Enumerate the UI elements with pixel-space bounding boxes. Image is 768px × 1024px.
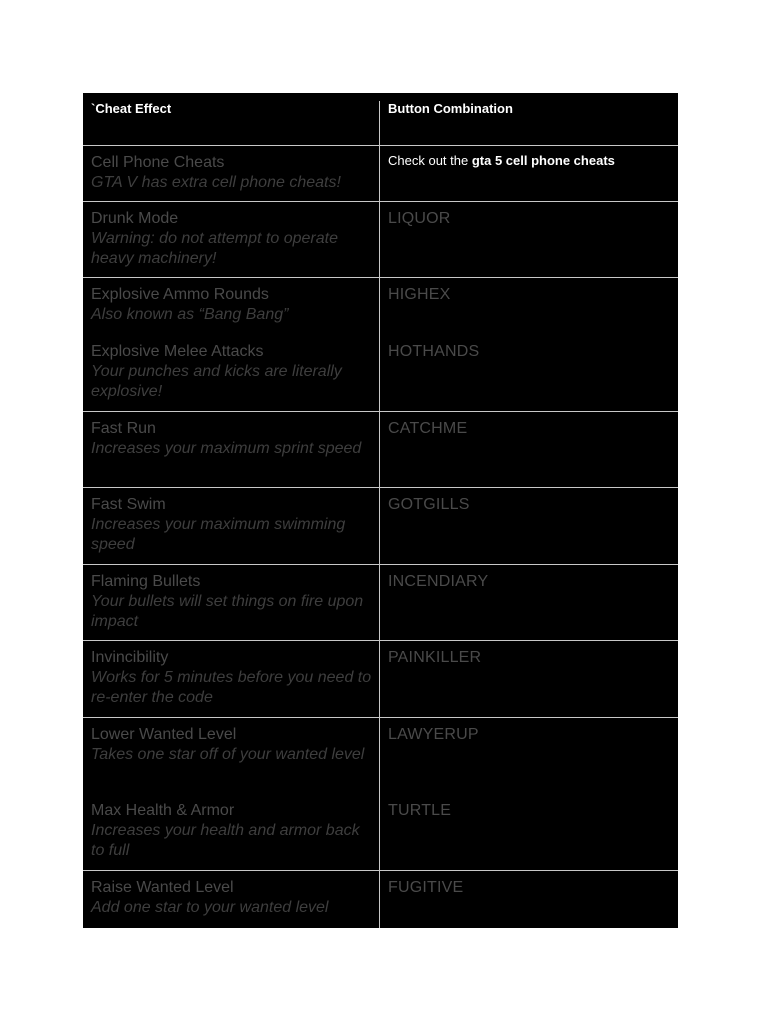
header-button-combination: Button Combination [388, 101, 513, 116]
cheat-code: HOTHANDS [388, 343, 480, 360]
effect-description: Takes one star off of your wanted level [91, 746, 365, 763]
effect-description: Add one star to your wanted level [91, 899, 329, 916]
cell-phone-cheats-link[interactable]: gta 5 cell phone cheats [471, 153, 615, 168]
header-row [83, 93, 678, 145]
table-row-drunk-mode [83, 201, 678, 278]
table-row-flaming-bullets [83, 564, 678, 641]
cheat-code: CATCHME [388, 420, 468, 437]
note-prefix: Check out the [388, 153, 472, 168]
effect-name: Explosive Ammo Rounds [91, 286, 269, 303]
cheat-table [83, 93, 678, 928]
table-row-fast-run [83, 411, 678, 488]
effect-name: Max Health & Armor [91, 802, 235, 819]
effect-name: Explosive Melee Attacks [91, 343, 264, 360]
effect-name: Fast Swim [91, 496, 166, 513]
table-row-raise-wanted [83, 870, 678, 928]
effect-description: Increases your maximum swimming speed [91, 516, 346, 553]
table-row-lower-wanted [83, 717, 678, 794]
effect-name: Cell Phone Cheats [91, 154, 225, 171]
effect-description: Works for 5 minutes before you need to re-enter the code [91, 669, 372, 706]
effect-name: Fast Run [91, 420, 156, 437]
effect-description: GTA V has extra cell phone cheats! [91, 174, 341, 191]
table-row-fast-swim [83, 487, 678, 565]
cheat-code: FUGITIVE [388, 879, 464, 896]
table-row-cell-phone [83, 145, 678, 202]
cheat-code: LIQUOR [388, 210, 451, 227]
table-row-max-health [83, 793, 678, 870]
cheat-code: PAINKILLER [388, 649, 482, 666]
table-row-invincibility [83, 640, 678, 718]
cheat-code: INCENDIARY [388, 573, 489, 590]
effect-description: Your punches and kicks are literally explosive! [91, 363, 342, 400]
effect-description: Also known as “Bang Bang” [91, 306, 289, 323]
effect-name: Raise Wanted Level [91, 879, 234, 896]
effect-description: Increases your health and armor back to full [91, 822, 360, 859]
effect-name: Lower Wanted Level [91, 726, 237, 743]
cheat-code: GOTGILLS [388, 496, 470, 513]
effect-description: Increases your maximum sprint speed [91, 440, 362, 457]
cheat-code: TURTLE [388, 802, 452, 819]
header-cheat-effect: `Cheat Effect [91, 101, 172, 116]
table-row-explosive-melee [83, 334, 678, 411]
effect-description: Your bullets will set things on fire upon impact [91, 593, 364, 630]
effect-description: Warning: do not attempt to operate heavy machinery! [91, 230, 338, 267]
effect-name: Invincibility [91, 649, 169, 666]
cell-phone-note [388, 153, 670, 169]
cheat-code: LAWYERUP [388, 726, 479, 743]
cheat-code: HIGHEX [388, 286, 451, 303]
table-row-explosive-ammo [83, 277, 678, 335]
effect-name: Flaming Bullets [91, 573, 201, 590]
effect-name: Drunk Mode [91, 210, 179, 227]
